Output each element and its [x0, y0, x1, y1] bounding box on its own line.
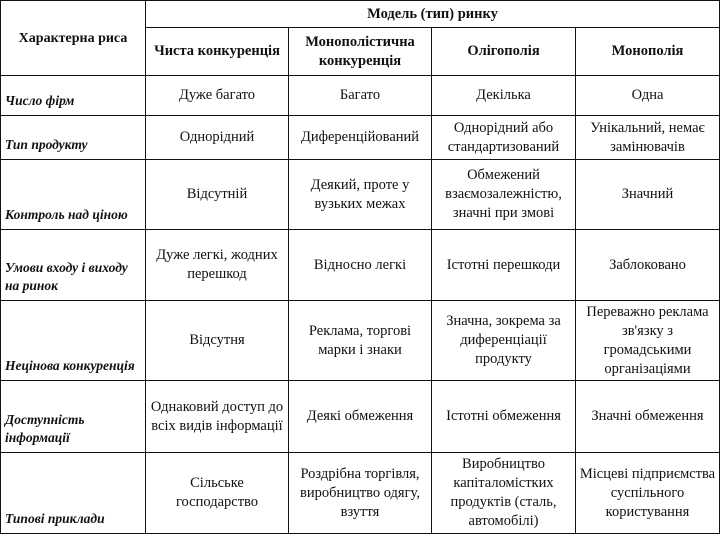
table-cell: Виробництво капіталомістких продуктів (сталь, автомобілі) [432, 453, 576, 534]
table-cell: Багато [289, 76, 432, 116]
corner-header: Характерна риса [1, 1, 146, 76]
table-cell: Декілька [432, 76, 576, 116]
column-header-monopoly: Монополія [576, 28, 720, 76]
row-feature: Умови входу і виходу на ринок [1, 230, 146, 301]
table-row [1, 301, 720, 381]
table-row [1, 116, 720, 160]
table-cell: Диференційований [289, 116, 432, 160]
table-cell: Значна, зокрема за диференціації продукту [432, 301, 576, 381]
column-header-monopolistic-competition: Монополістична конкуренція [289, 28, 432, 76]
table-cell: Однорідний [146, 116, 289, 160]
table-cell: Відсутній [146, 160, 289, 230]
table-row [1, 453, 720, 534]
table-cell: Однорідний або стандартизований [432, 116, 576, 160]
table-cell: Дуже багато [146, 76, 289, 116]
table-cell: Істотні перешкоди [432, 230, 576, 301]
group-header: Модель (тип) ринку [146, 1, 720, 28]
table-cell: Відносно легкі [289, 230, 432, 301]
row-feature: Число фірм [1, 76, 146, 116]
table-cell: Однаковий доступ до всіх видів інформації [146, 381, 289, 453]
table-cell: Одна [576, 76, 720, 116]
column-header-oligopoly: Олігополія [432, 28, 576, 76]
table-cell: Заблоковано [576, 230, 720, 301]
table-row [1, 160, 720, 230]
table-cell: Відсутня [146, 301, 289, 381]
table-row [1, 381, 720, 453]
table-cell: Істотні обмеження [432, 381, 576, 453]
table-cell: Обмежений взаємозалежністю, значні при змові [432, 160, 576, 230]
table-cell: Деякі обмеження [289, 381, 432, 453]
table-cell: Сільське господарство [146, 453, 289, 534]
row-feature: Типові приклади [1, 453, 146, 534]
row-feature: Тип продукту [1, 116, 146, 160]
table-cell: Деякий, проте у вузьких межах [289, 160, 432, 230]
table-cell: Значні обмеження [576, 381, 720, 453]
table-cell: Дуже легкі, жодних перешкод [146, 230, 289, 301]
row-feature: Доступність інформації [1, 381, 146, 453]
table-cell: Реклама, торгові марки і знаки [289, 301, 432, 381]
column-header-pure-competition: Чиста конкуренція [146, 28, 289, 76]
table-cell: Місцеві підприємства суспільного користування [576, 453, 720, 534]
row-feature: Контроль над ціною [1, 160, 146, 230]
table-cell: Унікальний, немає замінювачів [576, 116, 720, 160]
table-cell: Переважно реклама зв'язку з громадськими організаціями [576, 301, 720, 381]
table-row [1, 230, 720, 301]
table-row [1, 76, 720, 116]
row-feature: Нецінова конкуренція [1, 301, 146, 381]
table-cell: Роздрібна торгівля, виробництво одягу, взуття [289, 453, 432, 534]
table-cell: Значний [576, 160, 720, 230]
